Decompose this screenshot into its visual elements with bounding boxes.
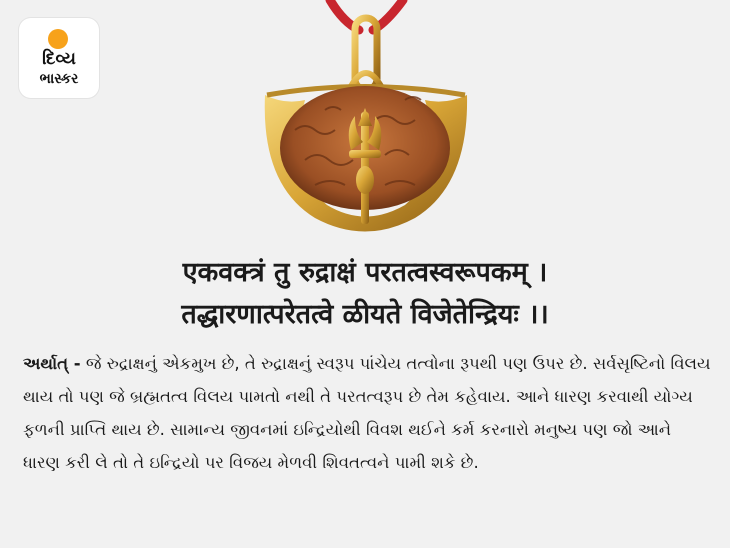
meaning-paragraph: [23, 347, 713, 479]
sanskrit-verse-line2: तद्धारणात्परेतत्वे ळीयते विजेतेन्द्रियः ।।: [181, 299, 549, 330]
logo-text-line1: દિવ્ય: [42, 49, 76, 69]
logo-text-line2: ભાસ્કર: [39, 71, 79, 87]
rudraksha-pendant-image: [255, 0, 475, 238]
meaning-text: જે રુદ્રાક્ષનું એકમુખ છે, તે રુદ્રાક્ષનું સ્વરૂપ પાંચેય તત્વોના રૂપથી પણ ઉપર છે. સર્વસૃષ્ટિનો વિલય થાય તો પણ જે બ્રહ્મતત્વ વિલય પામતો નથી તે પરતત્વરૂપ છે તેમ કહેવાય. આને ધારણ કરવાથી યોગ્ય ફળની પ્રાપ્તિ થાય છે. સામાન્ય જીવનમાં ઇન્દ્રિયોથી વિવશ થઈને કર્મ કરનારો મનુષ્ય પણ જો આને ધારણ કરી લે તો તે ઇન્દ્રિયો પર વિજય મેળવી શિવતત્વને પામી શકે છે.: [23, 354, 711, 472]
sun-icon: [48, 29, 68, 49]
sanskrit-verse-line1: एकवक्त्रं तु रुद्राक्षं परतत्वस्वरूपकम् ।: [182, 257, 548, 288]
meaning-label: અર્થાત્ -: [23, 354, 81, 373]
divya-bhaskar-logo: [19, 18, 99, 98]
